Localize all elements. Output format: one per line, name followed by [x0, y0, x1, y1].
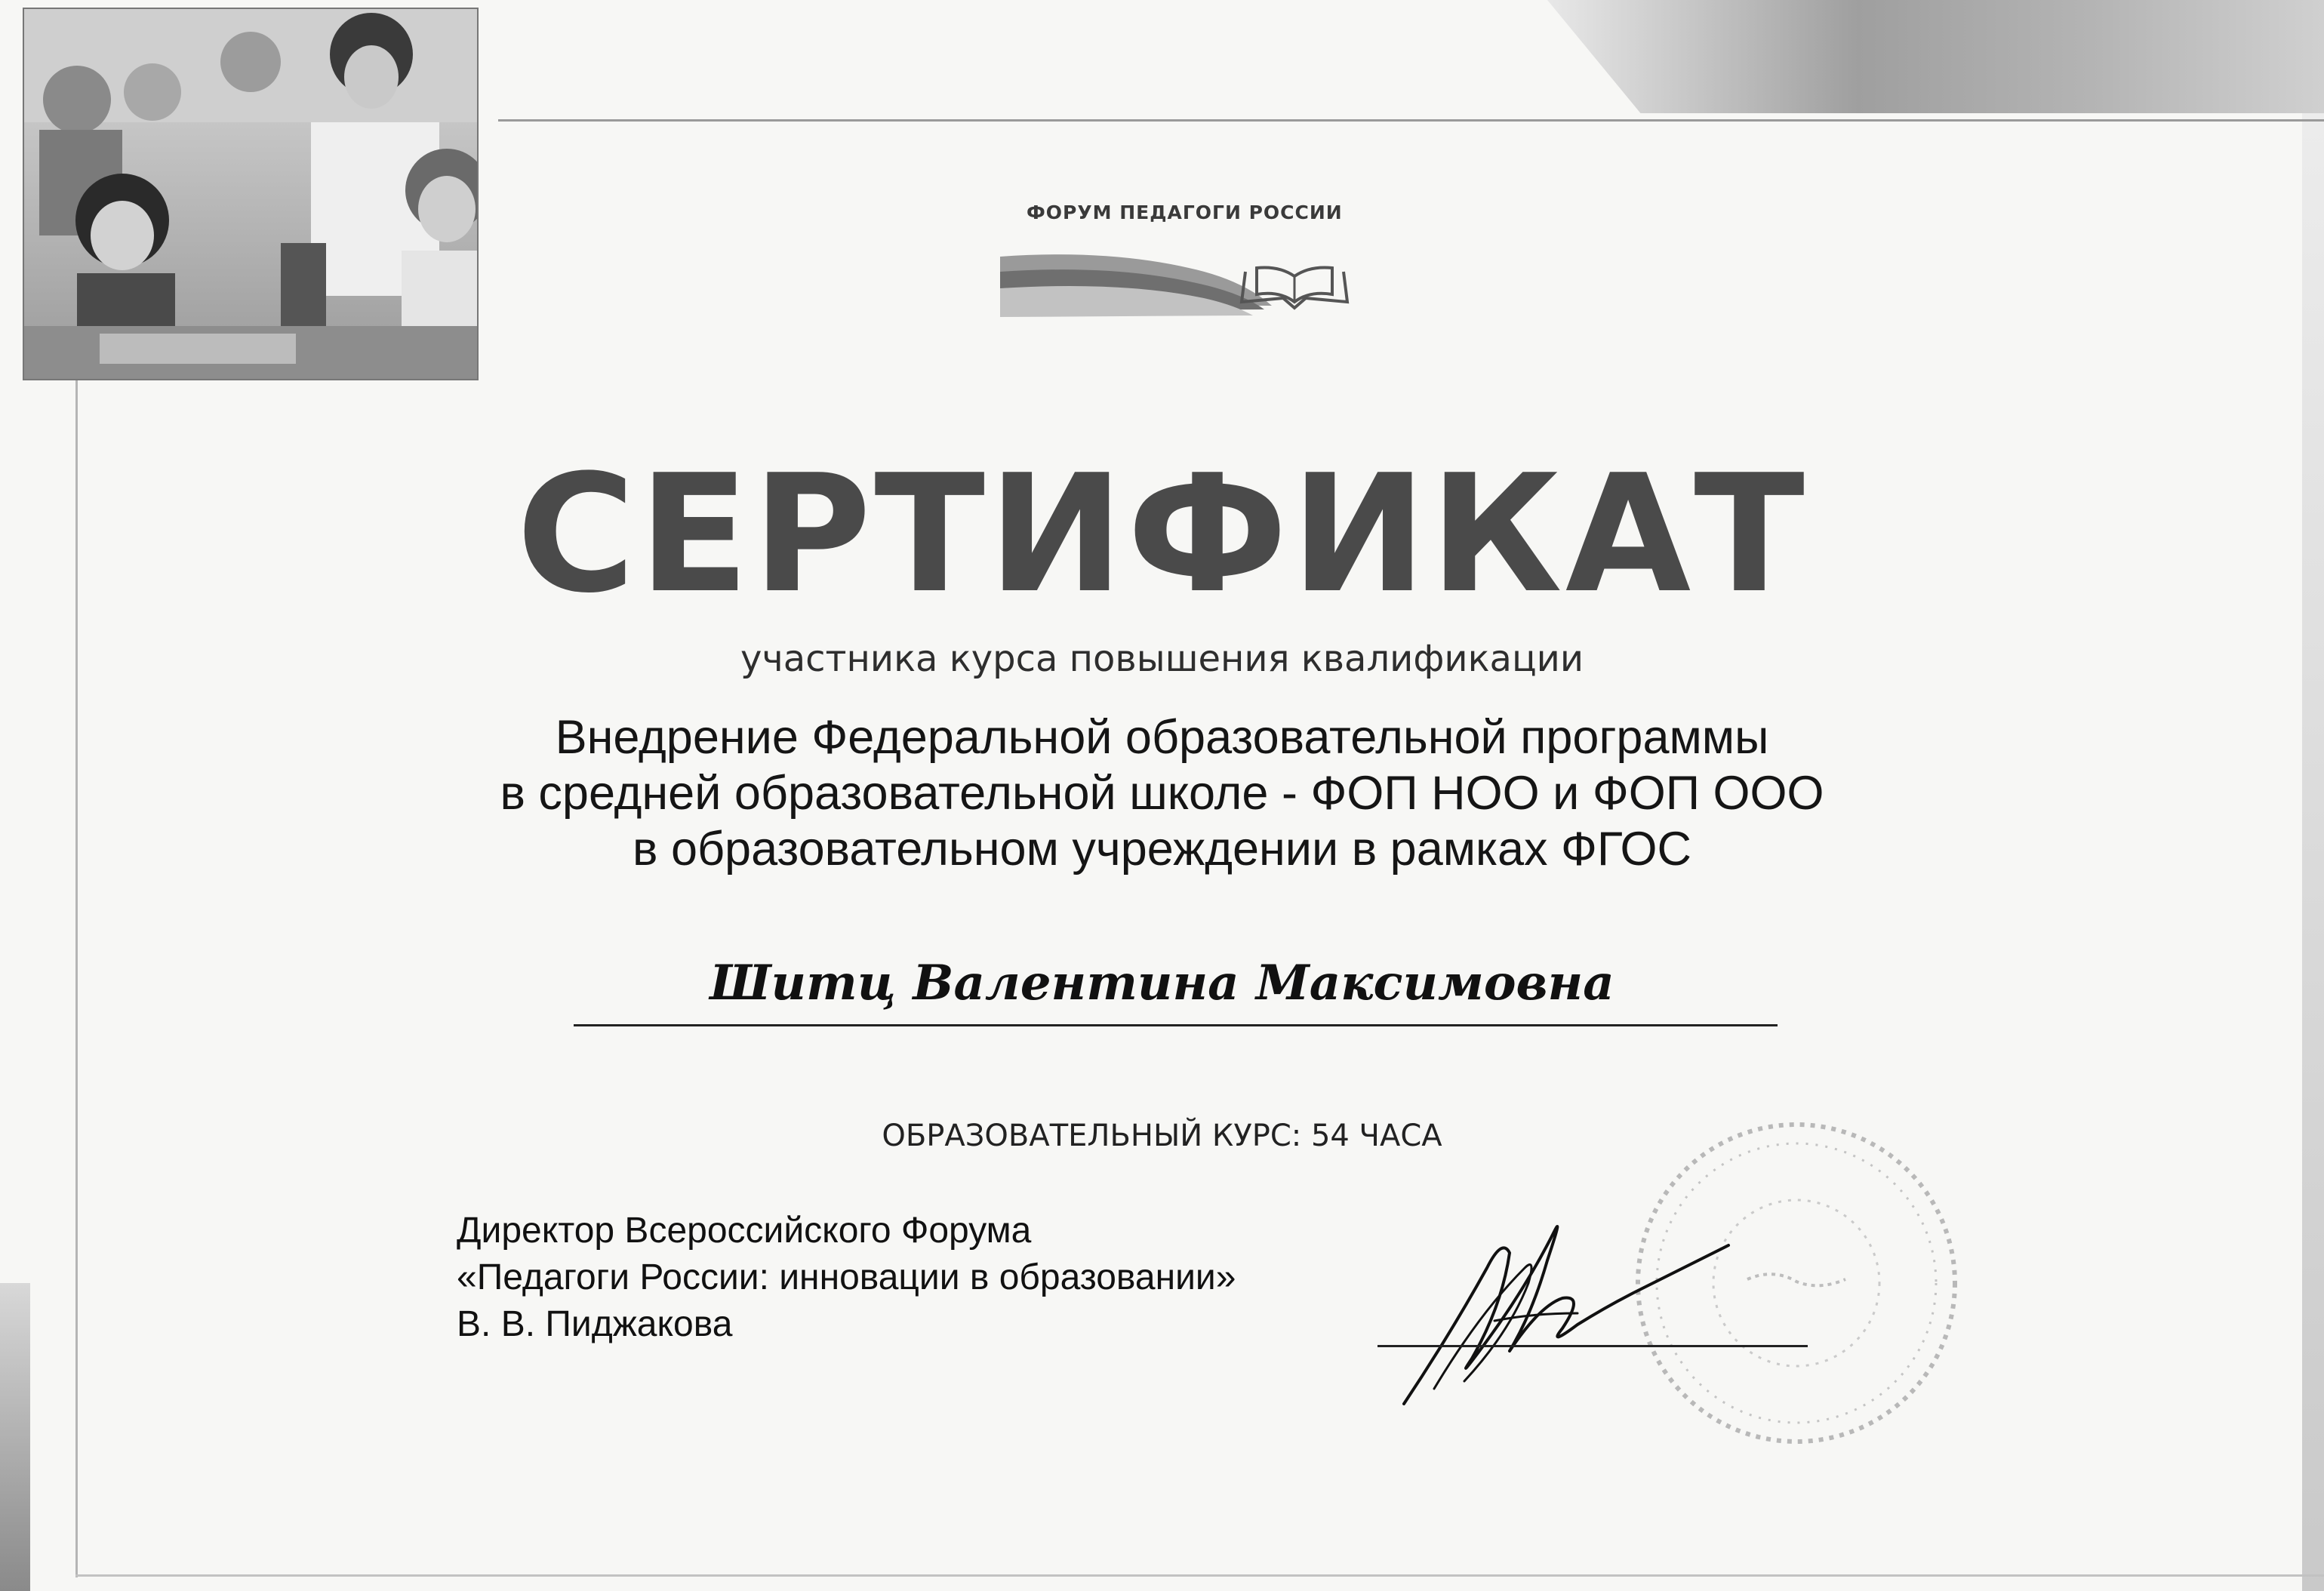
frame-line-bottom [75, 1574, 2324, 1577]
director-block [457, 1208, 1236, 1348]
classroom-photo [23, 8, 479, 380]
certificate-subtitle: участника курса повышения квалификации [740, 638, 1584, 680]
frame-line-top [498, 119, 2324, 122]
course-line-3: в образовательном учреждении в рамках ФГОС [632, 823, 1692, 876]
name-underline [574, 1024, 1778, 1026]
director-title: Директор Всероссийского Форума [457, 1211, 1032, 1251]
certificate-title: СЕРТИФИКАТ [516, 439, 1808, 629]
forum-logo [993, 192, 1385, 321]
scan-shade-top-right [1547, 0, 2324, 113]
course-line-2: в средней образовательной школе - ФОП НОО и ФОП ООО [500, 767, 1824, 820]
scan-shade-left [0, 1283, 30, 1591]
director-forum: «Педагоги России: инновации в образовании» [457, 1257, 1236, 1297]
director-name: В. В. Пиджакова [457, 1304, 733, 1344]
open-book-icon [993, 226, 1385, 325]
course-title [0, 709, 2324, 877]
signature-line [1377, 1345, 1808, 1347]
signature-image [1389, 1200, 1766, 1419]
logo-text: ФОРУМ ПЕДАГОГИ РОССИИ [1027, 202, 1343, 223]
participant-name: Шитц Валентина Максимовна [710, 955, 1614, 1011]
course-hours: ОБРАЗОВАТЕЛЬНЫЙ КУРС: 54 ЧАСА [882, 1119, 1442, 1153]
course-line-1: Внедрение Федеральной образовательной программы [555, 711, 1769, 764]
